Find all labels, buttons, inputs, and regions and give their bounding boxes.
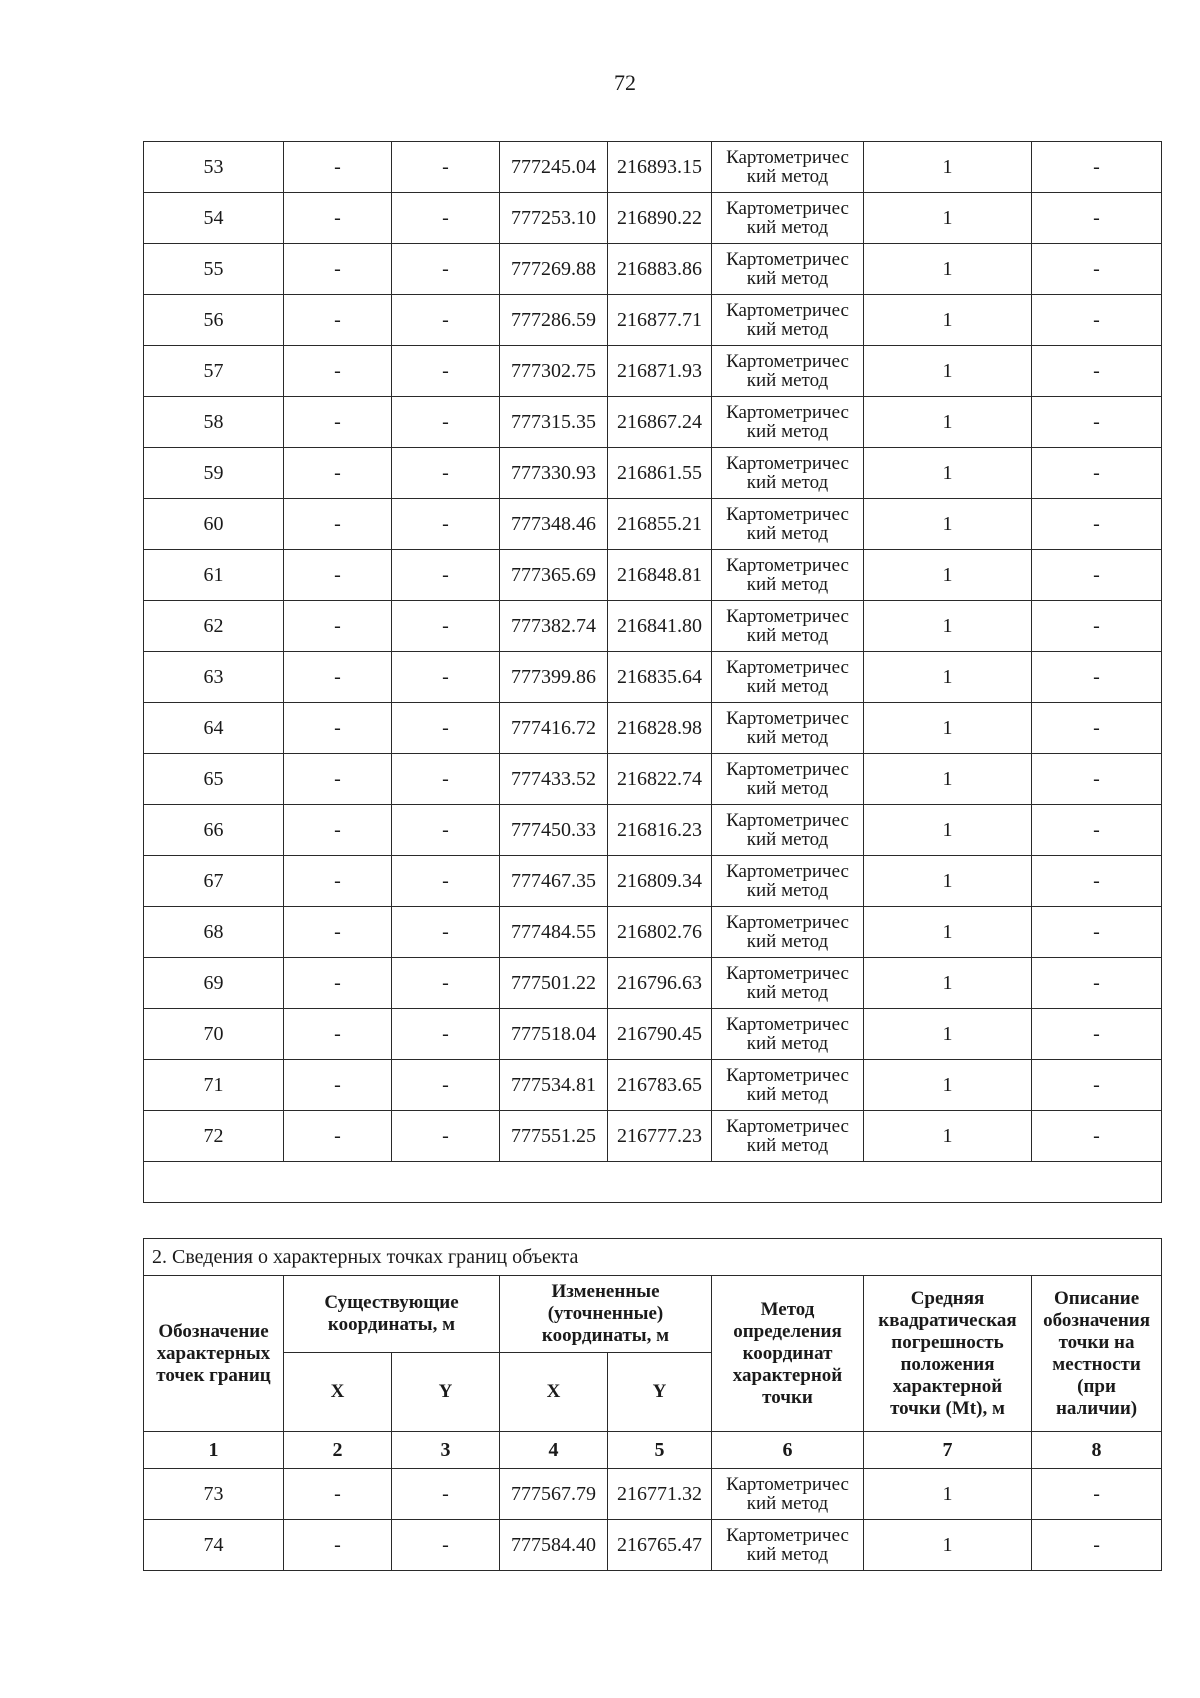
existing-x: -: [284, 856, 392, 907]
blank-row: [144, 1162, 1162, 1203]
point-number: 72: [144, 1111, 284, 1162]
changed-x: 777302.75: [500, 346, 608, 397]
changed-y: 216893.15: [608, 142, 712, 193]
point-description: -: [1032, 703, 1162, 754]
point-number: 59: [144, 448, 284, 499]
point-number: 73: [144, 1469, 284, 1520]
table-row: [144, 703, 1162, 754]
changed-x: 777484.55: [500, 907, 608, 958]
existing-y: -: [392, 1520, 500, 1571]
table-row: [144, 1111, 1162, 1162]
table-row: [144, 193, 1162, 244]
method-cell: Картометричес кий метод: [712, 346, 864, 397]
existing-y: -: [392, 499, 500, 550]
point-description: -: [1032, 295, 1162, 346]
point-number: 57: [144, 346, 284, 397]
table-row: [144, 499, 1162, 550]
point-description: -: [1032, 346, 1162, 397]
point-description: -: [1032, 652, 1162, 703]
method-cell: Картометричес кий метод: [712, 448, 864, 499]
point-number: 69: [144, 958, 284, 1009]
changed-y: 216783.65: [608, 1060, 712, 1111]
mean-square-error: 1: [864, 652, 1032, 703]
changed-y: 216822.74: [608, 754, 712, 805]
point-description: -: [1032, 1469, 1162, 1520]
existing-x: -: [284, 703, 392, 754]
method-cell: Картометричес кий метод: [712, 142, 864, 193]
mean-square-error: 1: [864, 295, 1032, 346]
existing-y: -: [392, 652, 500, 703]
point-description: -: [1032, 1060, 1162, 1111]
changed-y: 216855.21: [608, 499, 712, 550]
mean-square-error: 1: [864, 1060, 1032, 1111]
changed-x: 777450.33: [500, 805, 608, 856]
header-existing-y: Y: [392, 1353, 500, 1432]
mean-square-error: 1: [864, 907, 1032, 958]
section-title: 2. Сведения о характерных точках границ объекта: [144, 1239, 1162, 1276]
point-number: 55: [144, 244, 284, 295]
method-cell: Картометричес кий метод: [712, 1469, 864, 1520]
mean-square-error: 1: [864, 244, 1032, 295]
existing-x: -: [284, 346, 392, 397]
point-description: -: [1032, 244, 1162, 295]
point-description: -: [1032, 1111, 1162, 1162]
point-number: 65: [144, 754, 284, 805]
column-number: 1: [144, 1432, 284, 1469]
changed-x: 777330.93: [500, 448, 608, 499]
existing-y: -: [392, 448, 500, 499]
coordinates-table-continued: [143, 141, 1162, 1203]
header-mean-square-error: Средняя квадратическая погрешность положения характерной точки (Mt), м: [864, 1276, 1032, 1432]
existing-x: -: [284, 1060, 392, 1111]
boundary-points-table: [143, 1238, 1162, 1571]
changed-y: 216790.45: [608, 1009, 712, 1060]
existing-x: -: [284, 448, 392, 499]
changed-x: 777518.04: [500, 1009, 608, 1060]
existing-x: -: [284, 244, 392, 295]
point-number: 67: [144, 856, 284, 907]
header-point-description: Описание обозначения точки на местности (при наличии): [1032, 1276, 1162, 1432]
table-row: [144, 397, 1162, 448]
mean-square-error: 1: [864, 1520, 1032, 1571]
existing-x: -: [284, 295, 392, 346]
table-row: [144, 1469, 1162, 1520]
method-cell: Картометричес кий метод: [712, 295, 864, 346]
header-existing-x: X: [284, 1353, 392, 1432]
mean-square-error: 1: [864, 601, 1032, 652]
method-cell: Картометричес кий метод: [712, 652, 864, 703]
point-description: -: [1032, 448, 1162, 499]
page-number: 72: [614, 70, 636, 95]
column-number: 6: [712, 1432, 864, 1469]
table-row: [144, 754, 1162, 805]
point-number: 63: [144, 652, 284, 703]
table-row: [144, 1009, 1162, 1060]
table-row: [144, 346, 1162, 397]
existing-x: -: [284, 1520, 392, 1571]
table-row: [144, 244, 1162, 295]
method-cell: Картометричес кий метод: [712, 1111, 864, 1162]
point-description: -: [1032, 907, 1162, 958]
changed-y: 216877.71: [608, 295, 712, 346]
existing-y: -: [392, 703, 500, 754]
changed-y: 216777.23: [608, 1111, 712, 1162]
point-number: 58: [144, 397, 284, 448]
point-number: 70: [144, 1009, 284, 1060]
existing-y: -: [392, 805, 500, 856]
table-row: [144, 907, 1162, 958]
table-row: [144, 448, 1162, 499]
existing-y: -: [392, 1469, 500, 1520]
changed-x: 777382.74: [500, 601, 608, 652]
method-cell: Картометричес кий метод: [712, 1060, 864, 1111]
changed-y: 216771.32: [608, 1469, 712, 1520]
changed-y: 216861.55: [608, 448, 712, 499]
existing-x: -: [284, 907, 392, 958]
changed-x: 777534.81: [500, 1060, 608, 1111]
mean-square-error: 1: [864, 856, 1032, 907]
mean-square-error: 1: [864, 1469, 1032, 1520]
header-existing-coordinates: Существующие координаты, м: [284, 1276, 500, 1353]
existing-y: -: [392, 907, 500, 958]
point-number: 62: [144, 601, 284, 652]
point-description: -: [1032, 1009, 1162, 1060]
changed-x: 777348.46: [500, 499, 608, 550]
changed-x: 777567.79: [500, 1469, 608, 1520]
existing-x: -: [284, 142, 392, 193]
point-number: 54: [144, 193, 284, 244]
changed-y: 216765.47: [608, 1520, 712, 1571]
changed-y: 216867.24: [608, 397, 712, 448]
method-cell: Картометричес кий метод: [712, 397, 864, 448]
mean-square-error: 1: [864, 142, 1032, 193]
point-description: -: [1032, 1520, 1162, 1571]
point-number: 71: [144, 1060, 284, 1111]
mean-square-error: 1: [864, 805, 1032, 856]
existing-y: -: [392, 244, 500, 295]
changed-y: 216890.22: [608, 193, 712, 244]
point-description: -: [1032, 958, 1162, 1009]
changed-y: 216848.81: [608, 550, 712, 601]
table-row: [144, 601, 1162, 652]
header-designation: Обозначение характерных точек границ: [144, 1276, 284, 1432]
table-row: [144, 856, 1162, 907]
mean-square-error: 1: [864, 193, 1032, 244]
header-changed-coordinates: Измененные (уточненные) координаты, м: [500, 1276, 712, 1353]
changed-x: 777365.69: [500, 550, 608, 601]
existing-y: -: [392, 550, 500, 601]
existing-x: -: [284, 499, 392, 550]
point-description: -: [1032, 193, 1162, 244]
existing-y: -: [392, 1060, 500, 1111]
existing-y: -: [392, 754, 500, 805]
existing-y: -: [392, 346, 500, 397]
changed-x: 777286.59: [500, 295, 608, 346]
existing-y: -: [392, 295, 500, 346]
method-cell: Картометричес кий метод: [712, 1520, 864, 1571]
mean-square-error: 1: [864, 499, 1032, 550]
point-description: -: [1032, 142, 1162, 193]
blank-cell: [144, 1162, 1162, 1203]
header-method: Метод определения координат характерной точки: [712, 1276, 864, 1432]
changed-y: 216802.76: [608, 907, 712, 958]
existing-x: -: [284, 754, 392, 805]
changed-x: 777467.35: [500, 856, 608, 907]
changed-x: 777501.22: [500, 958, 608, 1009]
point-number: 56: [144, 295, 284, 346]
changed-y: 216809.34: [608, 856, 712, 907]
method-cell: Картометричес кий метод: [712, 703, 864, 754]
method-cell: Картометричес кий метод: [712, 1009, 864, 1060]
existing-x: -: [284, 1009, 392, 1060]
method-cell: Картометричес кий метод: [712, 754, 864, 805]
point-description: -: [1032, 601, 1162, 652]
table-row: [144, 652, 1162, 703]
method-cell: Картометричес кий метод: [712, 856, 864, 907]
point-number: 74: [144, 1520, 284, 1571]
existing-y: -: [392, 397, 500, 448]
changed-x: 777245.04: [500, 142, 608, 193]
column-number: 4: [500, 1432, 608, 1469]
existing-x: -: [284, 958, 392, 1009]
changed-x: 777269.88: [500, 244, 608, 295]
changed-y: 216796.63: [608, 958, 712, 1009]
point-number: 68: [144, 907, 284, 958]
point-description: -: [1032, 805, 1162, 856]
changed-y: 216871.93: [608, 346, 712, 397]
existing-y: -: [392, 142, 500, 193]
mean-square-error: 1: [864, 448, 1032, 499]
column-number: 2: [284, 1432, 392, 1469]
point-number: 60: [144, 499, 284, 550]
table-row: [144, 805, 1162, 856]
point-number: 53: [144, 142, 284, 193]
point-description: -: [1032, 499, 1162, 550]
table-row: [144, 1060, 1162, 1111]
point-description: -: [1032, 754, 1162, 805]
point-number: 64: [144, 703, 284, 754]
existing-x: -: [284, 601, 392, 652]
existing-x: -: [284, 550, 392, 601]
method-cell: Картометричес кий метод: [712, 958, 864, 1009]
column-number: 5: [608, 1432, 712, 1469]
mean-square-error: 1: [864, 754, 1032, 805]
mean-square-error: 1: [864, 346, 1032, 397]
mean-square-error: 1: [864, 550, 1032, 601]
changed-x: 777551.25: [500, 1111, 608, 1162]
table-row: [144, 550, 1162, 601]
existing-y: -: [392, 958, 500, 1009]
point-description: -: [1032, 550, 1162, 601]
changed-x: 777253.10: [500, 193, 608, 244]
method-cell: Картометричес кий метод: [712, 244, 864, 295]
changed-y: 216835.64: [608, 652, 712, 703]
point-number: 66: [144, 805, 284, 856]
changed-y: 216828.98: [608, 703, 712, 754]
table-row: [144, 958, 1162, 1009]
existing-x: -: [284, 652, 392, 703]
header-changed-x: X: [500, 1353, 608, 1432]
changed-x: 777399.86: [500, 652, 608, 703]
method-cell: Картометричес кий метод: [712, 907, 864, 958]
mean-square-error: 1: [864, 958, 1032, 1009]
table-row: [144, 295, 1162, 346]
method-cell: Картометричес кий метод: [712, 550, 864, 601]
changed-y: 216816.23: [608, 805, 712, 856]
point-description: -: [1032, 856, 1162, 907]
existing-x: -: [284, 1469, 392, 1520]
header-changed-y: Y: [608, 1353, 712, 1432]
changed-y: 216841.80: [608, 601, 712, 652]
existing-x: -: [284, 193, 392, 244]
changed-x: 777584.40: [500, 1520, 608, 1571]
table-row: [144, 142, 1162, 193]
column-number: 8: [1032, 1432, 1162, 1469]
changed-x: 777433.52: [500, 754, 608, 805]
method-cell: Картометричес кий метод: [712, 805, 864, 856]
point-description: -: [1032, 397, 1162, 448]
changed-y: 216883.86: [608, 244, 712, 295]
existing-x: -: [284, 397, 392, 448]
changed-x: 777315.35: [500, 397, 608, 448]
existing-x: -: [284, 1111, 392, 1162]
existing-y: -: [392, 193, 500, 244]
existing-y: -: [392, 601, 500, 652]
mean-square-error: 1: [864, 703, 1032, 754]
method-cell: Картометричес кий метод: [712, 601, 864, 652]
existing-y: -: [392, 856, 500, 907]
point-number: 61: [144, 550, 284, 601]
existing-y: -: [392, 1111, 500, 1162]
mean-square-error: 1: [864, 1111, 1032, 1162]
column-number: 7: [864, 1432, 1032, 1469]
changed-x: 777416.72: [500, 703, 608, 754]
existing-y: -: [392, 1009, 500, 1060]
column-number: 3: [392, 1432, 500, 1469]
table-row: [144, 1520, 1162, 1571]
mean-square-error: 1: [864, 1009, 1032, 1060]
mean-square-error: 1: [864, 397, 1032, 448]
existing-x: -: [284, 805, 392, 856]
method-cell: Картометричес кий метод: [712, 499, 864, 550]
method-cell: Картометричес кий метод: [712, 193, 864, 244]
